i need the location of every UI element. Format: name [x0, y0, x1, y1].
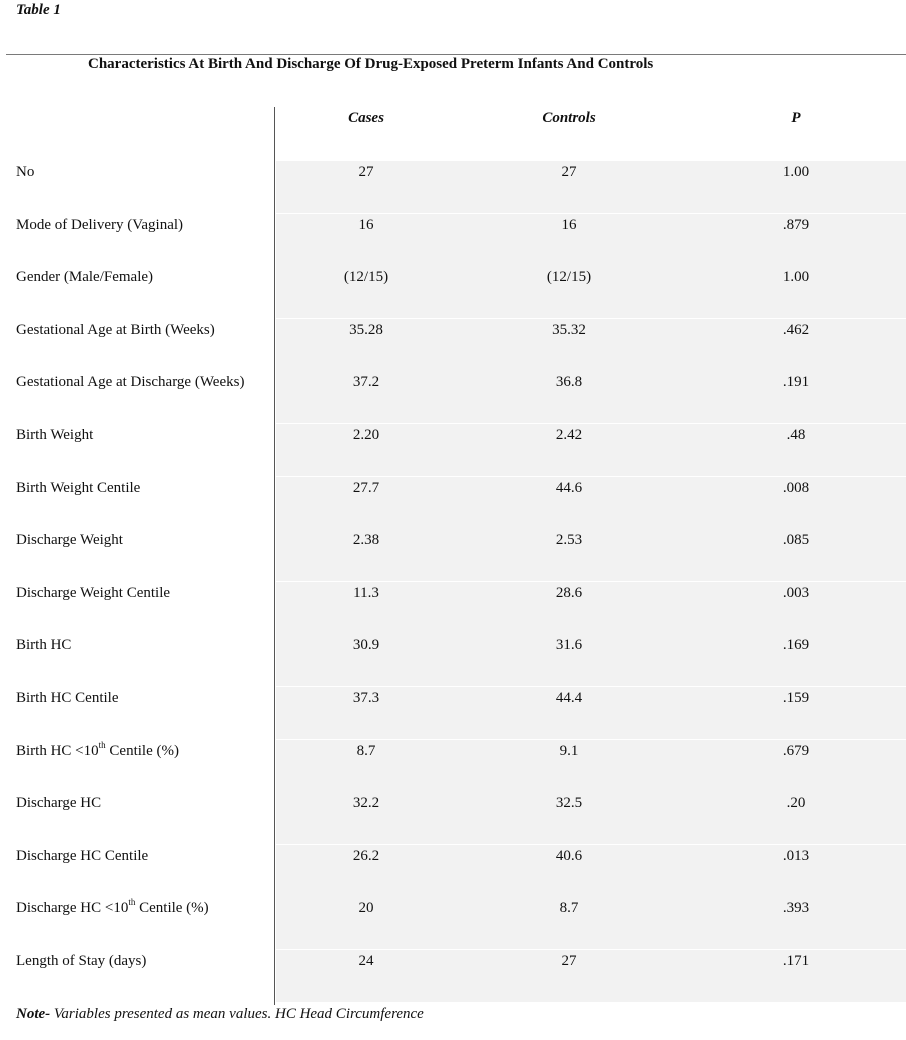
cell-controls: 32.5	[555, 795, 583, 811]
cell-controls: 27	[561, 953, 577, 969]
cell-cases: 2.20	[352, 427, 380, 443]
cell-p: .48	[786, 427, 806, 443]
row-label	[16, 899, 209, 917]
cell-p: 1.00	[782, 164, 810, 180]
column-header-controls: Controls	[542, 110, 596, 126]
row-label: Length of Stay (days)	[16, 953, 147, 969]
row-label: Discharge HC Centile	[16, 848, 149, 864]
table-row	[0, 740, 906, 792]
cell-cases: 37.2	[352, 374, 380, 390]
table-row	[0, 634, 906, 686]
row-label: Discharge Weight Centile	[16, 585, 171, 601]
row-label: Gender (Male/Female)	[16, 269, 154, 285]
table-row	[0, 529, 906, 581]
note-prefix: Note-	[16, 1006, 51, 1022]
cell-cases: 16	[358, 217, 374, 233]
column-header-cases: Cases	[348, 110, 384, 126]
row-label: No	[16, 164, 35, 180]
cell-controls: 40.6	[555, 848, 583, 864]
cell-controls: 27	[561, 164, 577, 180]
row-label: Discharge Weight	[16, 532, 123, 548]
row-label: Gestational Age at Discharge (Weeks)	[16, 374, 245, 390]
table-row	[0, 319, 906, 371]
cell-p: .085	[782, 532, 810, 548]
row-label-text: Discharge HC <10	[16, 900, 129, 916]
cell-cases: (12/15)	[343, 269, 389, 285]
cell-cases: 37.3	[352, 690, 380, 706]
cell-p: .191	[782, 374, 810, 390]
cell-cases: 11.3	[353, 585, 379, 601]
cell-cases: 32.2	[352, 795, 380, 811]
cell-p: .679	[782, 743, 810, 759]
table-row	[0, 792, 906, 844]
cell-p: .171	[782, 953, 810, 969]
cell-controls: 2.53	[555, 532, 583, 548]
row-label: Discharge HC	[16, 795, 102, 811]
cell-cases: 27.7	[352, 480, 380, 496]
table-note	[16, 1006, 424, 1023]
cell-p: .008	[782, 480, 810, 496]
cell-controls: 8.7	[559, 900, 579, 916]
cell-p: .393	[782, 900, 810, 916]
row-label-superscript: th	[98, 740, 106, 750]
top-rule	[6, 54, 906, 55]
cell-controls: 9.1	[559, 743, 579, 759]
cell-controls: 31.6	[555, 637, 583, 653]
row-label	[16, 742, 179, 760]
table-title: Characteristics At Birth And Discharge Of Drug-Exposed Preterm Infants And Controls	[88, 56, 654, 72]
table-row	[0, 424, 906, 476]
cell-controls: 36.8	[555, 374, 583, 390]
row-label: Mode of Delivery (Vaginal)	[16, 217, 184, 233]
cell-controls: 28.6	[555, 585, 583, 601]
cell-cases: 27	[358, 164, 374, 180]
cell-p: .20	[786, 795, 806, 811]
table-row	[0, 477, 906, 529]
column-header-p: P	[791, 110, 801, 126]
row-label-text: Centile (%)	[105, 743, 179, 759]
cell-cases: 2.38	[352, 532, 380, 548]
table-row	[0, 950, 906, 1002]
table-row	[0, 687, 906, 739]
row-label-superscript: th	[128, 897, 136, 907]
table-row	[0, 897, 906, 949]
table-row	[0, 845, 906, 897]
cell-controls: 2.42	[555, 427, 583, 443]
table-row	[0, 214, 906, 266]
cell-p: .169	[782, 637, 810, 653]
cell-cases: 8.7	[356, 743, 376, 759]
cell-controls: 35.32	[552, 322, 586, 338]
note-text: Variables presented as mean values. HC Head Circumference	[50, 1006, 424, 1022]
cell-p: .003	[782, 585, 810, 601]
row-label-text: Centile (%)	[135, 900, 209, 916]
cell-p: 1.00	[782, 269, 810, 285]
table-row	[0, 371, 906, 423]
cell-controls: 16	[561, 217, 577, 233]
cell-cases: 20	[358, 900, 374, 916]
cell-cases: 30.9	[352, 637, 380, 653]
cell-controls: 44.4	[555, 690, 583, 706]
cell-p: .013	[782, 848, 810, 864]
table-row	[0, 161, 906, 213]
row-label-text: Birth HC <10	[16, 743, 99, 759]
row-label: Birth Weight Centile	[16, 480, 141, 496]
table-row	[0, 266, 906, 318]
row-label: Gestational Age at Birth (Weeks)	[16, 322, 215, 338]
row-label: Birth HC	[16, 637, 72, 653]
cell-cases: 24	[358, 953, 374, 969]
cell-cases: 26.2	[352, 848, 380, 864]
row-label: Birth HC Centile	[16, 690, 119, 706]
cell-p: .159	[782, 690, 810, 706]
cell-controls: (12/15)	[546, 269, 592, 285]
table-row	[0, 582, 906, 634]
table-label: Table 1	[16, 2, 61, 18]
cell-p: .879	[782, 217, 810, 233]
cell-p: .462	[782, 322, 810, 338]
cell-controls: 44.6	[555, 480, 583, 496]
row-label: Birth Weight	[16, 427, 94, 443]
cell-cases: 35.28	[349, 322, 383, 338]
